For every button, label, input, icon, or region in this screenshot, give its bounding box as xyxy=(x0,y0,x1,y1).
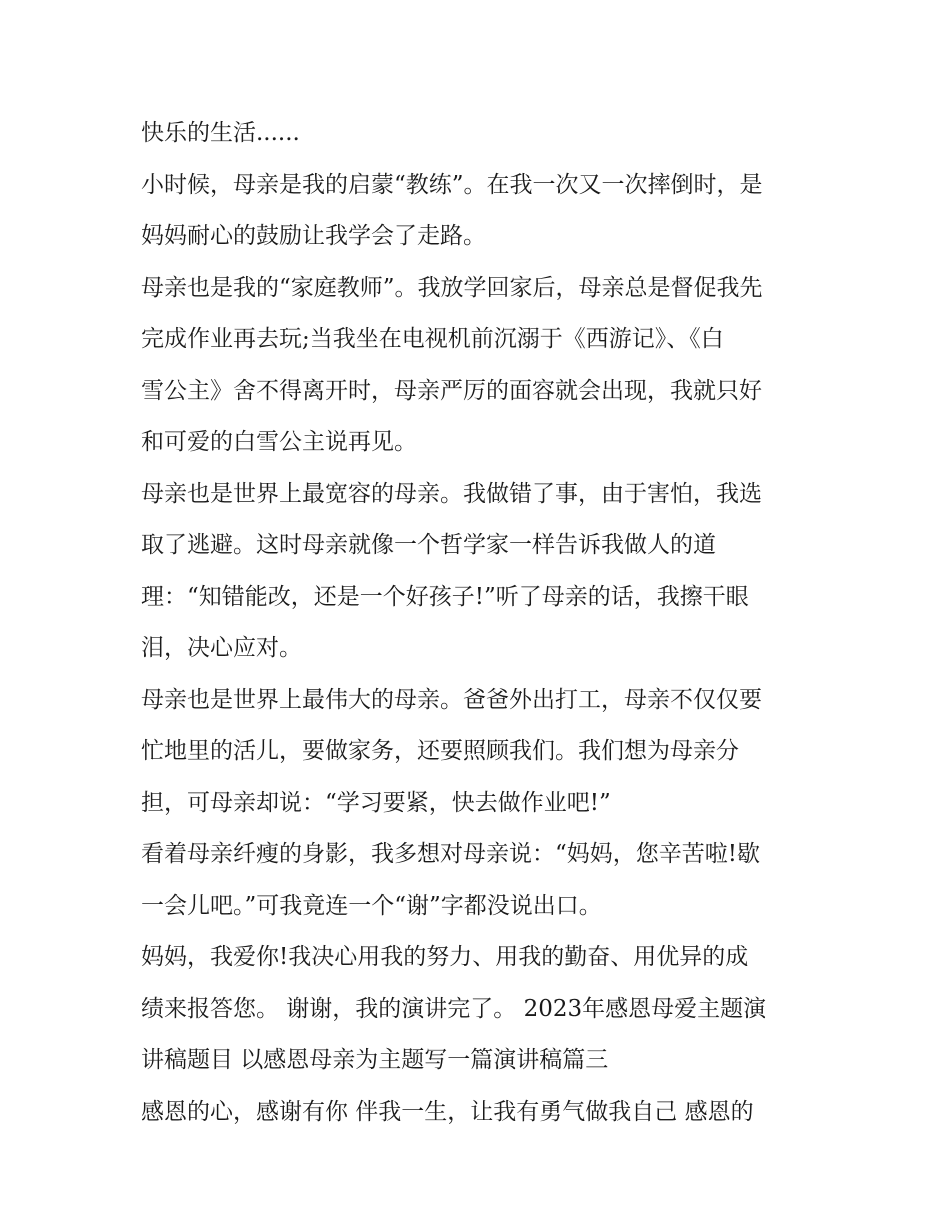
text-line: 母亲也是我的“家庭教师”。我放学回家后，母亲总是督促我先 xyxy=(141,274,763,301)
text-line: 母亲也是世界上最伟大的母亲。爸爸外出打工，母亲不仅仅要 xyxy=(141,686,762,713)
text-line: 雪公主》舍不得离开时，母亲严厉的面容就会出现，我就只好 xyxy=(141,377,762,404)
text-line: 担，可母亲却说：“学习要紧，快去做作业吧!” xyxy=(141,789,611,816)
text-line: 妈妈耐心的鼓励让我学会了走路。 xyxy=(141,223,486,249)
text-line: 理：“知错能改，还是一个好孩子!”听了母亲的话，我擦干眼 xyxy=(141,583,749,610)
text-line: 一会儿吧。”可我竟连一个“谢”字都没说出口。 xyxy=(141,892,602,919)
text-line: 绩来报答您。 谢谢，我的演讲完了。 2023年感恩母爱主题演 xyxy=(141,995,767,1022)
document-body xyxy=(141,108,821,1138)
text-line: 快乐的生活...... xyxy=(141,120,300,146)
text-line: 母亲也是世界上最宽容的母亲。我做错了事，由于害怕，我选 xyxy=(141,480,762,507)
text-line: 感恩的心，感谢有你 伴我一生，让我有勇气做我自己 感恩的 xyxy=(141,1098,754,1125)
text-line: 看着母亲纤瘦的身影，我多想对母亲说：“妈妈，您辛苦啦!歇 xyxy=(141,841,761,867)
text-line: 讲稿题目 以感恩母亲为主题写一篇演讲稿篇三 xyxy=(141,1047,609,1073)
text-line: 完成作业再去玩;当我坐在电视机前沉溺于《西游记》、《白 xyxy=(141,326,724,352)
text-line: 和可爱的白雪公主说再见。 xyxy=(141,429,417,455)
text-line: 小时候，母亲是我的启蒙“教练”。在我一次又一次摔倒时，是 xyxy=(141,171,763,198)
text-line: 取了逃避。这时母亲就像一个哲学家一样告诉我做人的道 xyxy=(141,532,716,558)
text-line: 忙地里的活儿，要做家务，还要照顾我们。我们想为母亲分 xyxy=(141,738,739,764)
text-line: 泪，决心应对。 xyxy=(141,635,302,661)
text-line: 妈妈，我爱你!我决心用我的努力、用我的勤奋、用优异的成 xyxy=(141,944,749,970)
